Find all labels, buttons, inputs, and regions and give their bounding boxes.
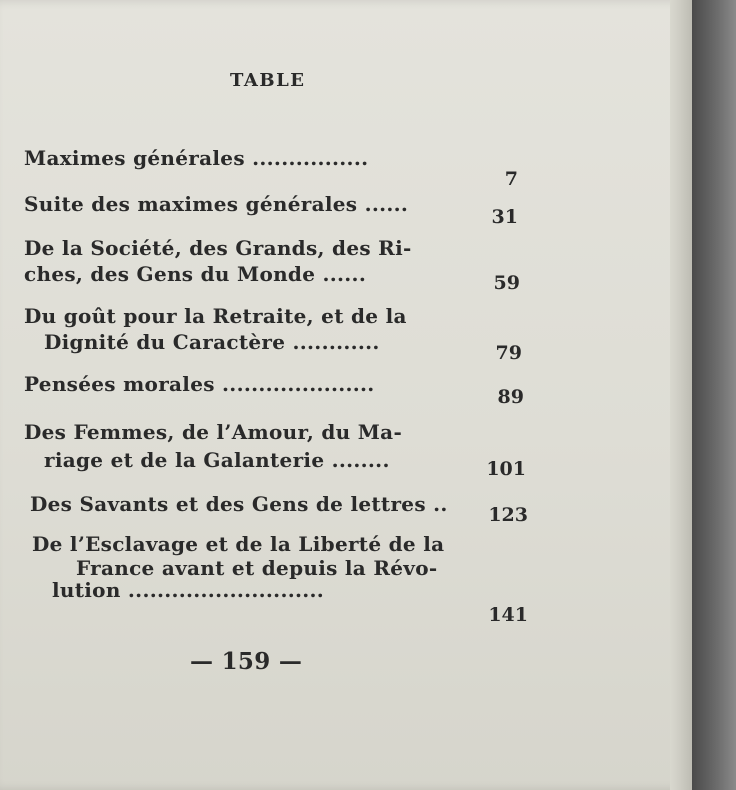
toc-page-number: 141 xyxy=(488,604,528,626)
toc-page-number: 123 xyxy=(488,504,528,526)
toc-page-number: 89 xyxy=(497,386,524,408)
toc-entry-esclavage-line2: France avant et depuis la Révo- xyxy=(76,556,438,580)
toc-entry-femmes-line2: riage et de la Galanterie ........ xyxy=(44,448,390,472)
toc-entry-retraite-line2: Dignité du Caractère ............ xyxy=(44,330,380,354)
page-edge xyxy=(670,0,692,790)
toc-entry-pensees-morales: Pensées morales ..................... xyxy=(24,372,375,396)
toc-entry-esclavage-line1: De l’Esclavage et de la Liberté de la xyxy=(32,532,445,556)
toc-entry-maximes-generales: Maximes générales ................ xyxy=(24,146,369,170)
toc-entry-suite-maximes: Suite des maximes générales ...... xyxy=(24,192,409,216)
page-title: TABLE xyxy=(230,70,306,91)
toc-page-number: 7 xyxy=(504,168,518,190)
toc-entry-esclavage-line3: lution ........................... xyxy=(52,578,325,602)
toc-page-number: 101 xyxy=(486,458,526,480)
folio-number: — 159 — xyxy=(190,648,303,675)
background-shadow xyxy=(692,0,736,790)
toc-entry-femmes-line1: Des Femmes, de l’Amour, du Ma- xyxy=(24,420,403,444)
toc-page-number: 59 xyxy=(493,272,520,294)
toc-entry-societe-line2: ches, des Gens du Monde ...... xyxy=(24,262,367,286)
toc-entry-savants: Des Savants et des Gens de lettres .. xyxy=(30,492,448,516)
toc-page-number: 31 xyxy=(491,206,518,228)
toc-page-number: 79 xyxy=(495,342,522,364)
toc-entry-societe-line1: De la Société, des Grands, des Ri- xyxy=(24,236,412,260)
toc-entry-retraite-line1: Du goût pour la Retraite, et de la xyxy=(24,304,407,328)
